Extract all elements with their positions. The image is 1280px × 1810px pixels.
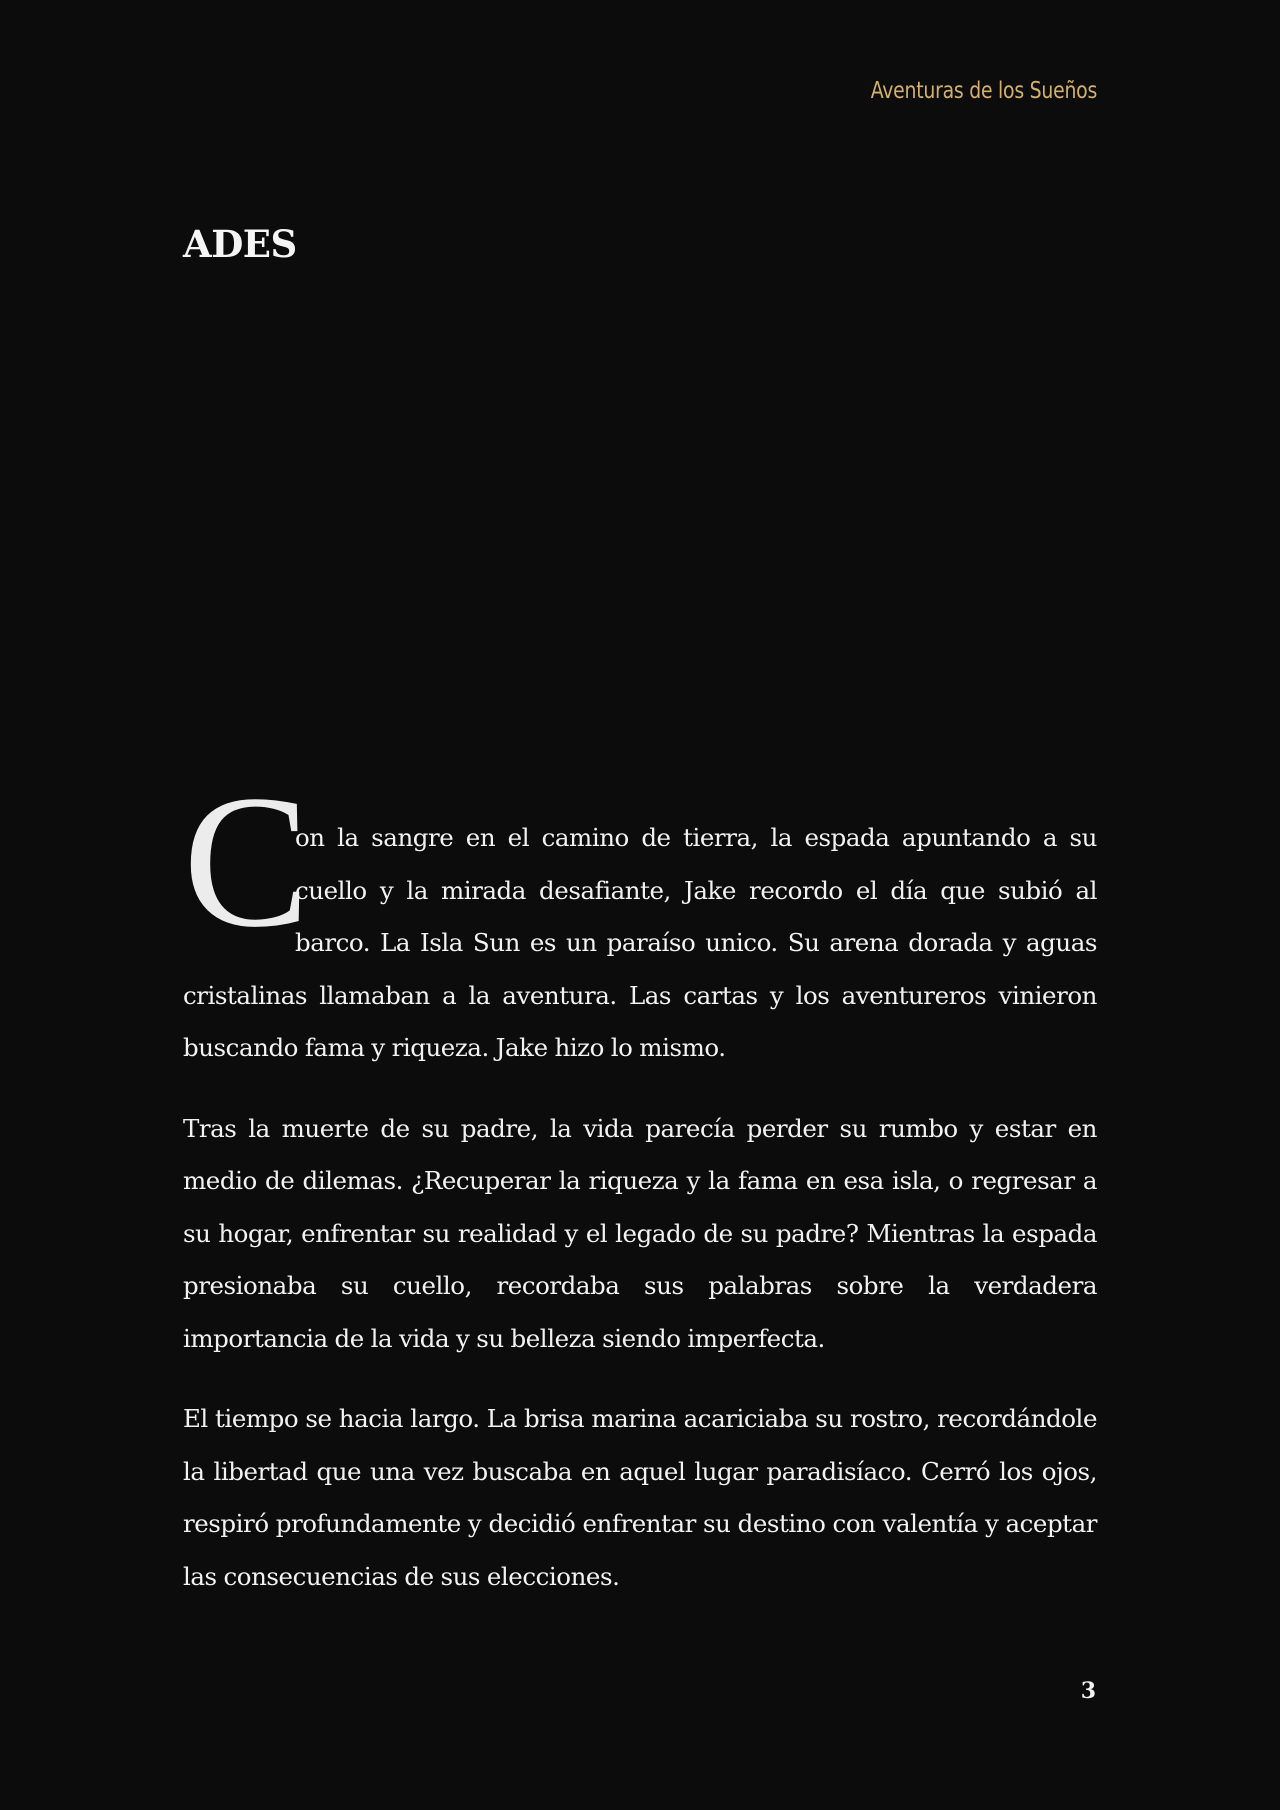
- paragraph-1-text: on la sangre en el camino de tierra, la espada apuntando a su cuello y la mirada desafiante, Jake recordo el día que subió al barco. La Isla Sun es un paraíso unico. Su arena dorada y aguas cristalinas llamaban a la aventura. Las cartas y los aventureros vinieron buscando fama y riqueza. Jake hizo lo mismo.: [183, 823, 1097, 1062]
- paragraph-2: Tras la muerte de su padre, la vida parecía perder su rumbo y estar en medio de dilemas. ¿Recuperar la riqueza y la fama en esa isla, o regresar a su hogar, enfrentar su realidad y el legado de su padre? Mientras la espada presionaba su cuello, recordaba sus palabras sobre la verdadera importancia de la vida y su belleza siendo imperfecta.: [183, 1113, 1097, 1353]
- chapter-title: ADES: [183, 222, 297, 266]
- paragraph-1: [183, 757, 1097, 1075]
- running-header: Aventuras de los Sueños: [870, 78, 1097, 104]
- paragraph-3: El tiempo se hacia largo. La brisa marina acariciaba su rostro, recordándole la libertad que una vez buscaba en aquel lugar paradisíaco. Cerró los ojos, respiró profundamente y decidió enfrentar su destino con valentía y aceptar las consecuencias de sus elecciones.: [183, 1404, 1097, 1591]
- chapter-body: [183, 757, 1097, 1631]
- drop-cap: C: [183, 757, 310, 967]
- page-number: 3: [1080, 1678, 1096, 1704]
